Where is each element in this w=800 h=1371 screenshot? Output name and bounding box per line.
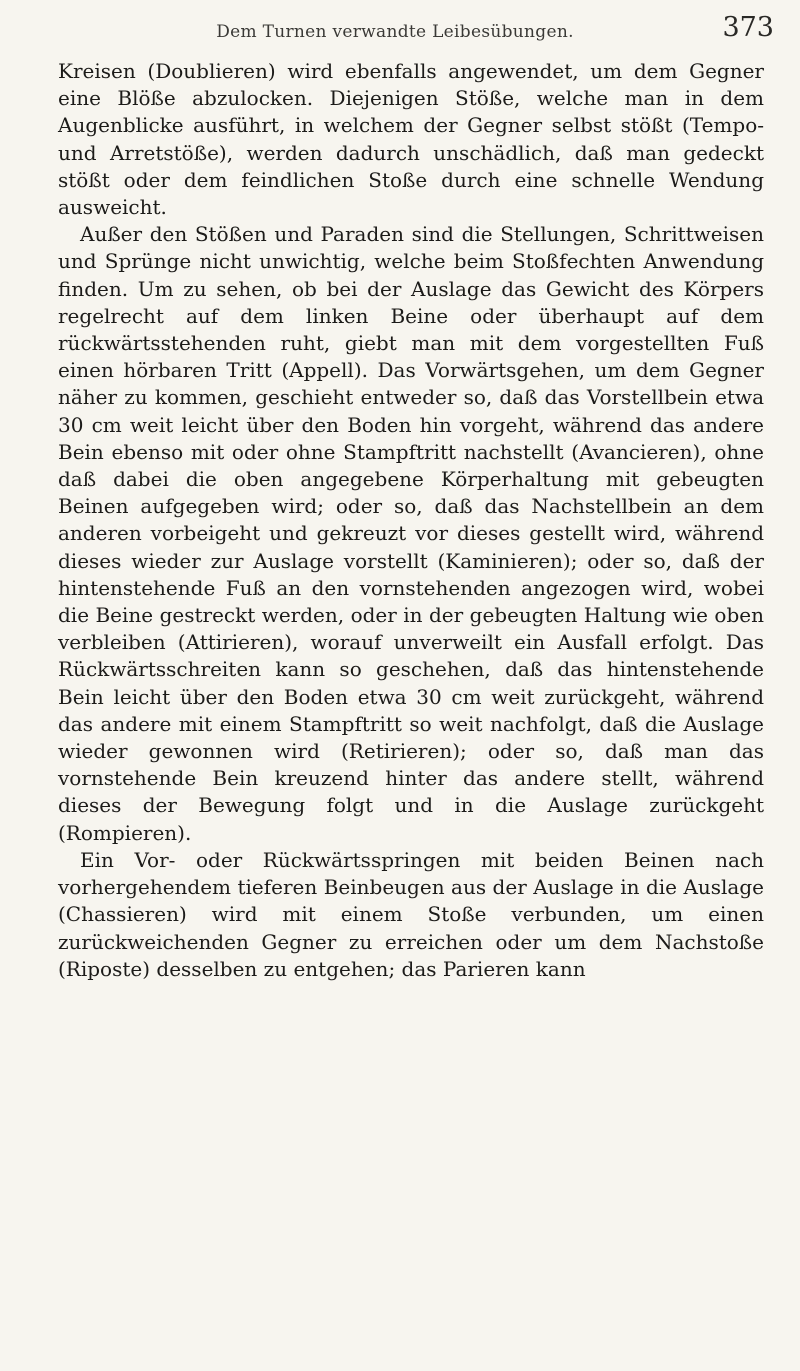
paragraph: Ein Vor- oder Rückwärtsspringen mit beiden Beinen nach vorhergehendem tieferen Beinbeugen aus der Auslage in die Auslage (Chassieren) wird mit einem Stoße verbunden, um einen zurückweichenden Gegner zu erreichen oder um dem Nachstoße (Riposte) desselben zu entgehen; das Parieren kann — [58, 847, 764, 981]
paragraph: Kreisen (Doublieren) wird ebenfalls angewendet, um dem Gegner eine Blöße abzulocken. Diejenigen Stöße, welche man in dem Augenblicke ausführt, in welchem der Gegner selbst stößt (Tempo- und Arretstöße), werden dadurch unschädlich, daß man gedeckt stößt oder dem feindlichen Stoße durch eine schnelle Wendung ausweicht. — [58, 59, 764, 220]
paragraph: Außer den Stößen und Paraden sind die Stellungen, Schrittweisen und Sprünge nicht unwichtig, welche beim Stoßfechten Anwendung finden. Um zu sehen, ob bei der Auslage das Gewicht des Körpers regelrecht auf dem linken Beine oder überhaupt auf dem rückwärtsstehenden ruht, giebt man mit dem vorgestellten Fuß einen hörbaren Tritt (Appell). Das Vorwärtsgehen, um dem Gegner näher zu kommen, geschieht entweder so, daß das Vorstellbein etwa 30 cm weit leicht über den Boden hin vorgeht, während das andere Bein ebenso mit oder ohne Stampftritt nachstellt (Avancieren), ohne daß dabei die oben angegebene Körperhaltung mit gebeugten Beinen aufgegeben wird; oder so, daß das Nachstellbein an dem anderen vorbeigeht und gekreuzt vor dieses gestellt wird, während dieses wieder zur Auslage vorstellt (Kaminieren); oder so, daß der hintenstehende Fuß an den vornstehenden angezogen wird, wobei die Beine gestreckt werden, oder in der gebeugten Haltung wie oben verbleiben (Attirieren), worauf unverweilt ein Ausfall erfolgt. Das Rückwärtsschreiten kann so geschehen, daß das hintenstehende Bein leicht über den Boden etwa 30 cm weit zurückgeht, während das andere mit einem Stampftritt so weit nachfolgt, daß die Auslage wieder gewonnen wird (Retirieren); oder so, daß man das vornstehende Bein kreuzend hinter das andere stellt, während dieses der Bewegung folgt und in die Auslage zurückgeht (Rompieren). — [58, 222, 764, 845]
running-head: Dem Turnen verwandte Leibesübungen. — [216, 22, 574, 42]
body-text — [58, 58, 764, 983]
page-number: 373 — [722, 12, 774, 43]
